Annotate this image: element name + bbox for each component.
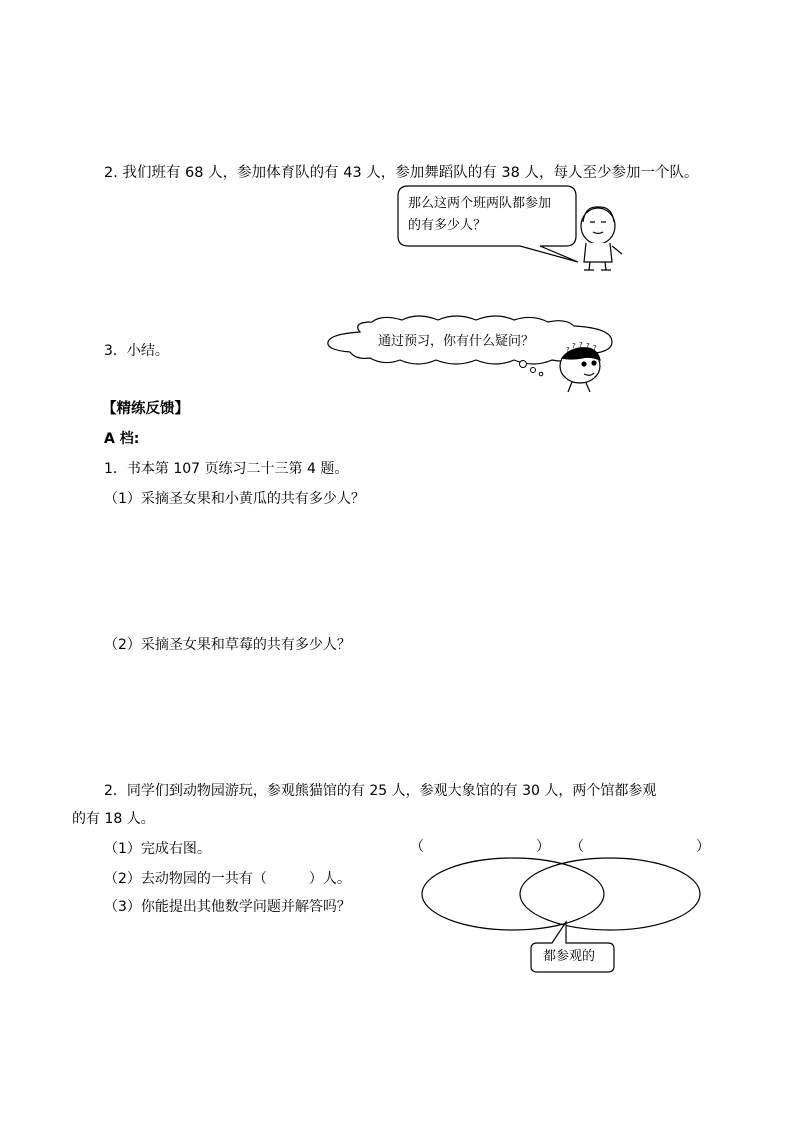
question-1: 1．书本第 107 页练习二十三第 4 题。 <box>104 461 349 477</box>
svg-text:?: ? <box>593 344 597 352</box>
question-2-part-2: （2）去动物园的一共有（ ）人。 <box>104 871 351 887</box>
question-1-part-1: （1）采摘圣女果和小黄瓜的共有多少人？ <box>104 491 365 507</box>
svg-text:?: ? <box>566 346 570 354</box>
venn-left-label: （ ） <box>410 839 550 855</box>
speech-bubble-line-2: 的有多少人？ <box>408 218 487 233</box>
cartoon-child-icon <box>560 341 600 392</box>
speech-bubble-line-1: 那么这两个班两队都参加 <box>408 196 552 211</box>
problem-2-text: 2. 我们班有 68 人，参加体育队的有 43 人，参加舞蹈队的有 38 人，每人至少参加一个队。 <box>104 165 699 181</box>
thought-cloud-text: 通过预习，你有什么疑问？ <box>378 334 535 349</box>
venn-right-label: （ ） <box>570 839 710 855</box>
question-1-part-2: （2）采摘圣女果和草莓的共有多少人？ <box>104 637 351 653</box>
section-heading: 【精练反馈】 <box>102 401 189 417</box>
question-2-line-1: 2．同学们到动物园游玩，参观熊猫馆的有 25 人，参观大象馆的有 30 人，两个馆都参观 <box>104 783 657 799</box>
question-2-part-3: （3）你能提出其他数学问题并解答吗？ <box>104 899 351 915</box>
question-2-line-2: 的有 18 人。 <box>72 811 155 827</box>
level-a-label: A 档: <box>104 431 140 447</box>
question-2-part-1: （1）完成右图。 <box>104 841 211 857</box>
venn-right-ellipse <box>520 858 700 930</box>
venn-overlap-label: 都参观的 <box>543 949 596 964</box>
boy-figure-icon <box>581 207 622 270</box>
venn-left-ellipse <box>422 858 604 930</box>
svg-text:?: ? <box>579 341 583 349</box>
svg-text:?: ? <box>572 342 576 350</box>
svg-text:?: ? <box>586 342 590 350</box>
problem-3-text: 3．小结。 <box>104 343 169 359</box>
